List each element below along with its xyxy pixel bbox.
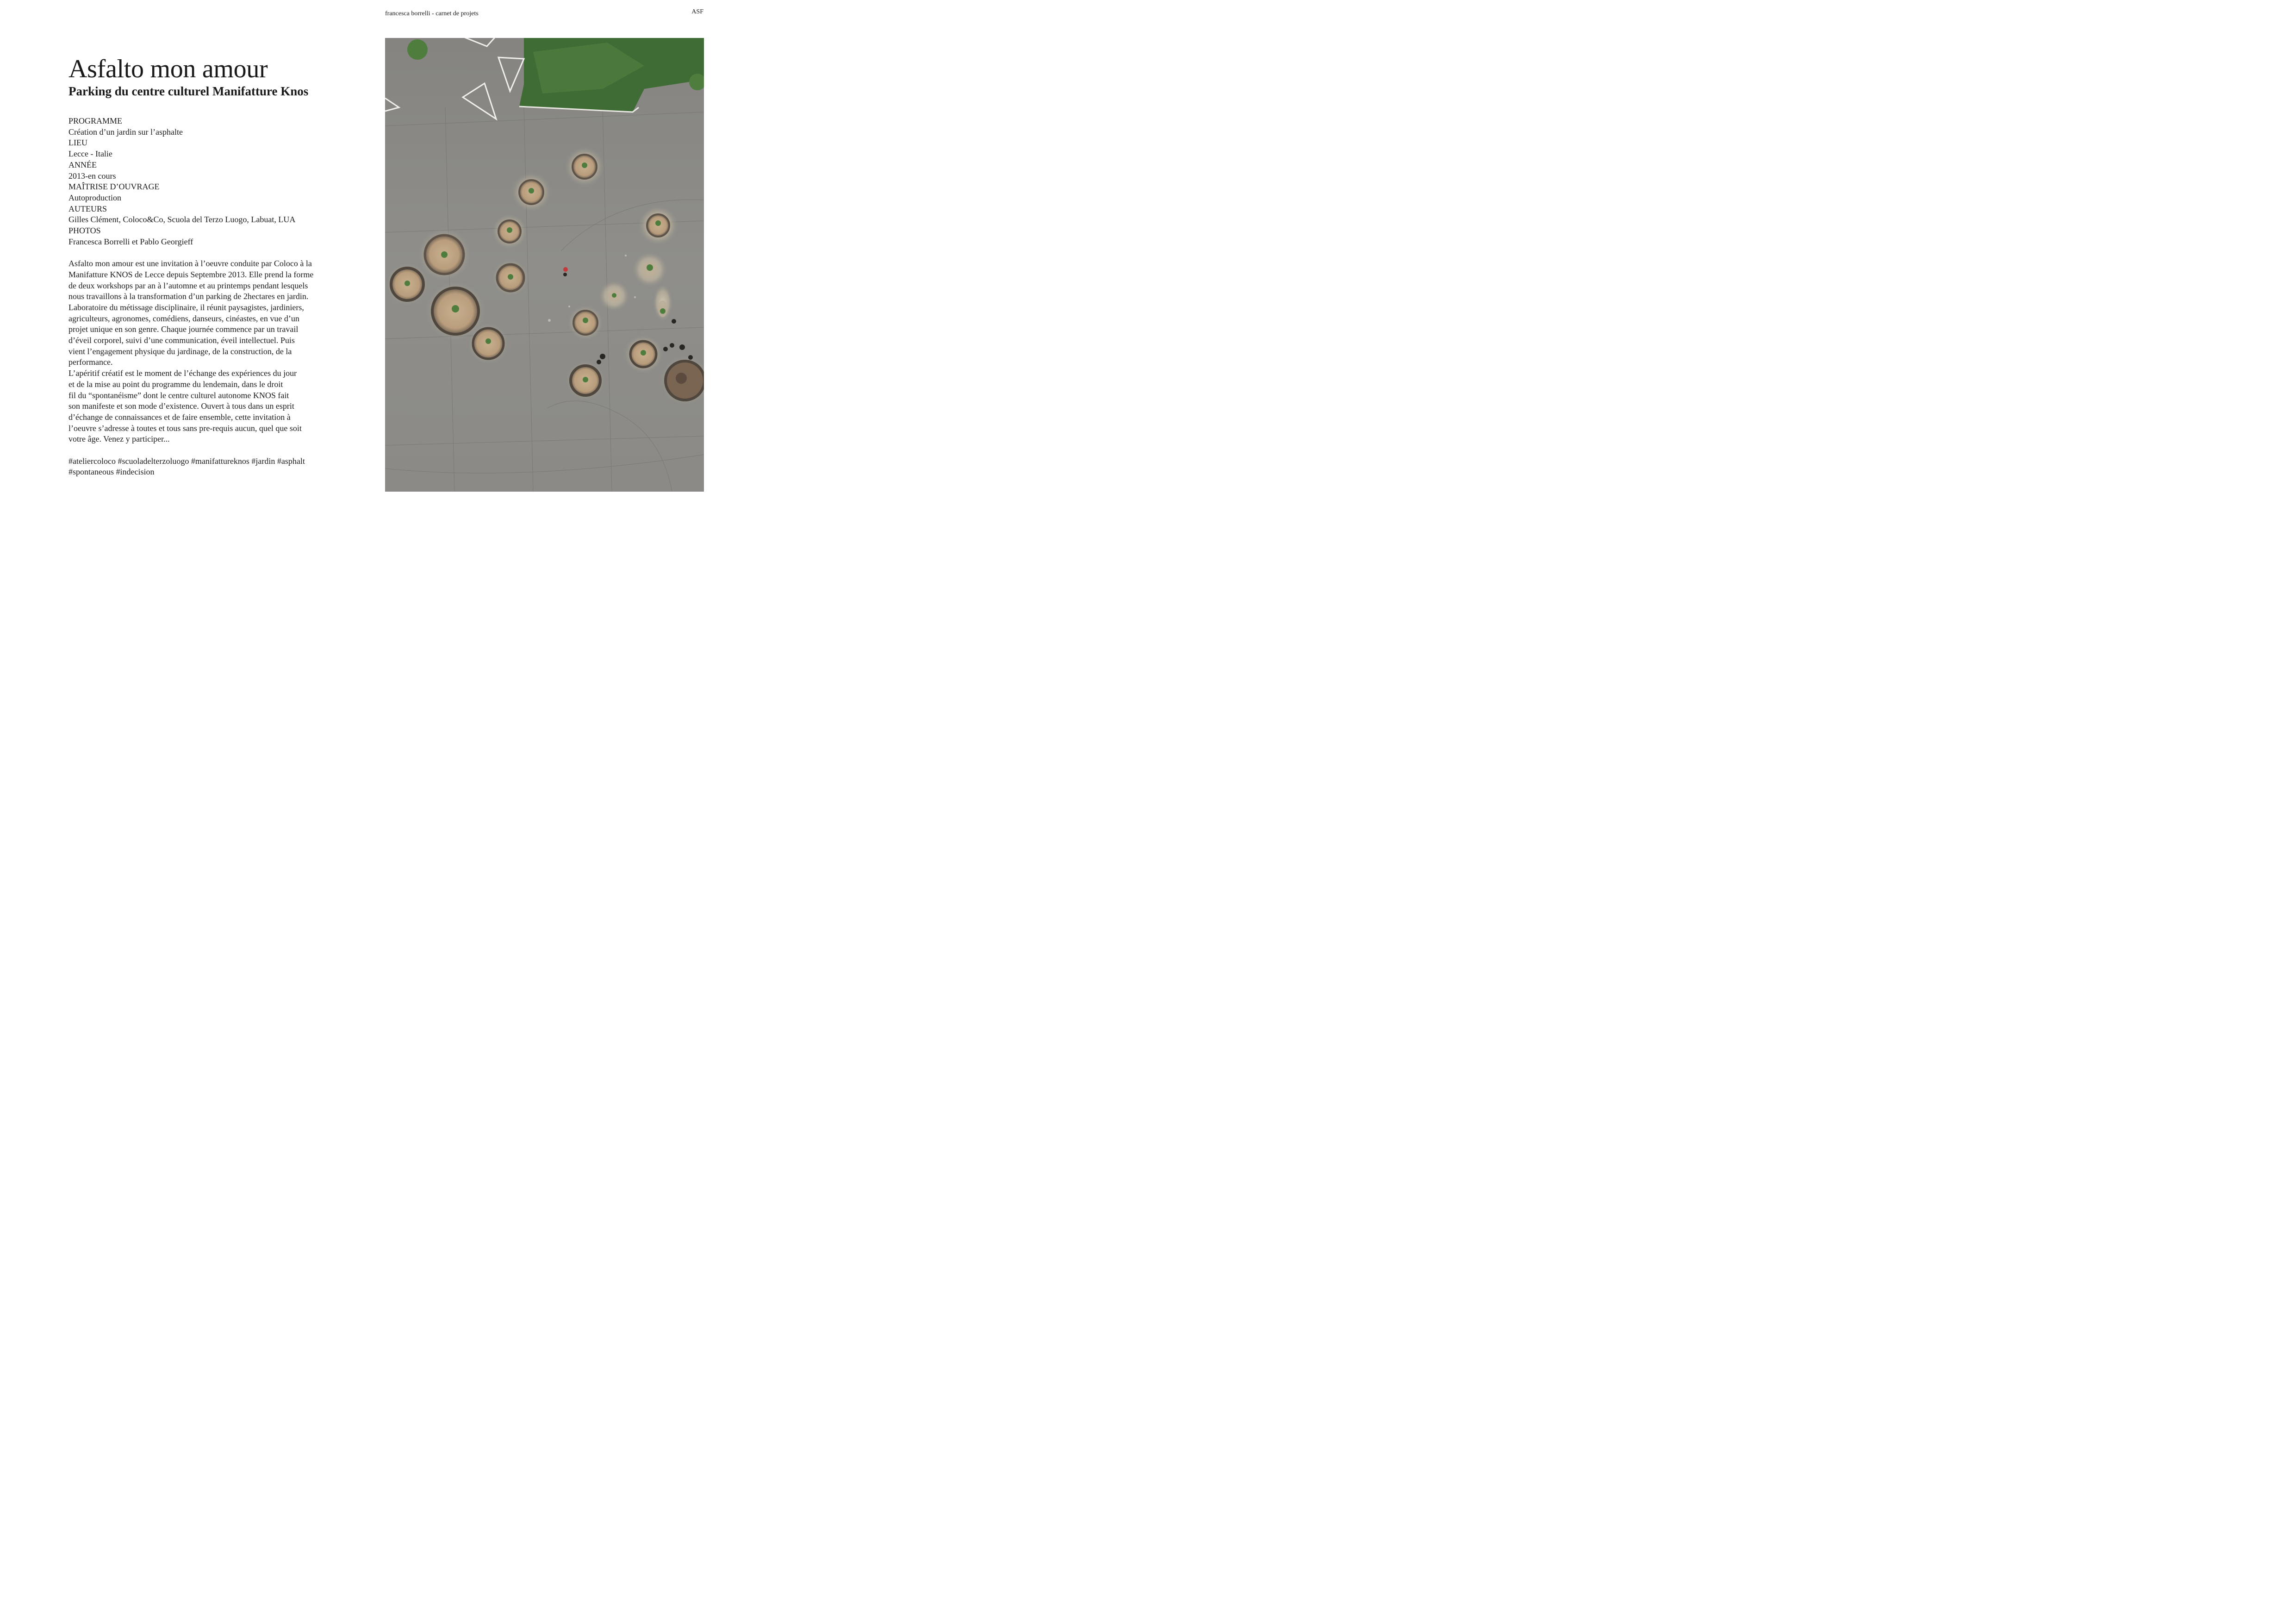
aerial-photo-illustration bbox=[385, 38, 704, 492]
meta-label-programme: PROGRAMME bbox=[68, 116, 123, 125]
page-marker: ASF bbox=[691, 8, 703, 15]
meta-label-lieu: LIEU bbox=[68, 138, 87, 148]
aerial-photo bbox=[385, 38, 704, 492]
meta-value-auteurs: Gilles Clément, Coloco&Co, Scuola del Terzo Luogo, Labuat, LUA bbox=[68, 215, 296, 225]
text-column bbox=[68, 55, 346, 478]
project-title: Asfalto mon amour bbox=[68, 55, 268, 83]
description-paragraph-1: Asfalto mon amour est une invitation à l’oeuvre conduite par Coloco à la Manifatture KNOS de Lecce depuis Septembre 2013. Elle prend la forme de deux workshops par an à l’automne et au printemps pendant lesquels nous travaillons à la transformation d’un parking de 2hectares en jardin. Laboratoire du métissage disciplinaire, il réunit paysagistes, jardiniers, agriculteurs, agronomes, comédiens, danseurs, cinéastes, en vue d’un projet unique en son genre. Chaque journée commence par un travail d’éveil corporel, suivi d’une communication, éveil intellectuel. Puis vient l’engagement physique du jardinage, de la construction, de la performance. bbox=[68, 259, 314, 367]
meta-label-annee: ANNÉE bbox=[68, 160, 97, 169]
meta-label-maitrise: MAÎTRISE D’OUVRAGE bbox=[68, 182, 160, 192]
corner-shrub bbox=[407, 39, 428, 60]
running-title: francesca borrelli - carnet de projets bbox=[385, 10, 479, 17]
project-description bbox=[68, 258, 346, 445]
meta-value-lieu: Lecce - Italie bbox=[68, 149, 112, 159]
meta-value-photos: Francesca Borrelli et Pablo Georgieff bbox=[68, 237, 193, 246]
meta-value-maitrise: Autoproduction bbox=[68, 193, 121, 202]
meta-label-auteurs: AUTEURS bbox=[68, 204, 107, 213]
description-paragraph-2: L’apéritif créatif est le moment de l’échange des expériences du jour et de la mise au point du programme du lendemain, dans le droit fil du “spontanéisme” dont le centre culturel autonome KNOS fait son manifeste et son mode d’existence. Ouvert à tous dans un esprit d’échange de connaissances et de faire ensemble, cette invitation à l’oeuvre s’adresse à toutes et tous sans pre-requis aucun, quel que soit votre âge. Venez y participer... bbox=[68, 369, 302, 444]
hashtags: #ateliercoloco #scuoladelterzoluogo #manifattureknos #jardin #asphalt #spontaneous #indecision bbox=[68, 456, 305, 477]
meta-value-annee: 2013-en cours bbox=[68, 171, 116, 181]
project-subtitle: Parking du centre culturel Manifatture Knos bbox=[68, 84, 309, 98]
meta-value-programme: Création d’un jardin sur l’asphalte bbox=[68, 127, 183, 137]
meta-label-photos: PHOTOS bbox=[68, 226, 101, 236]
project-meta bbox=[68, 116, 346, 247]
